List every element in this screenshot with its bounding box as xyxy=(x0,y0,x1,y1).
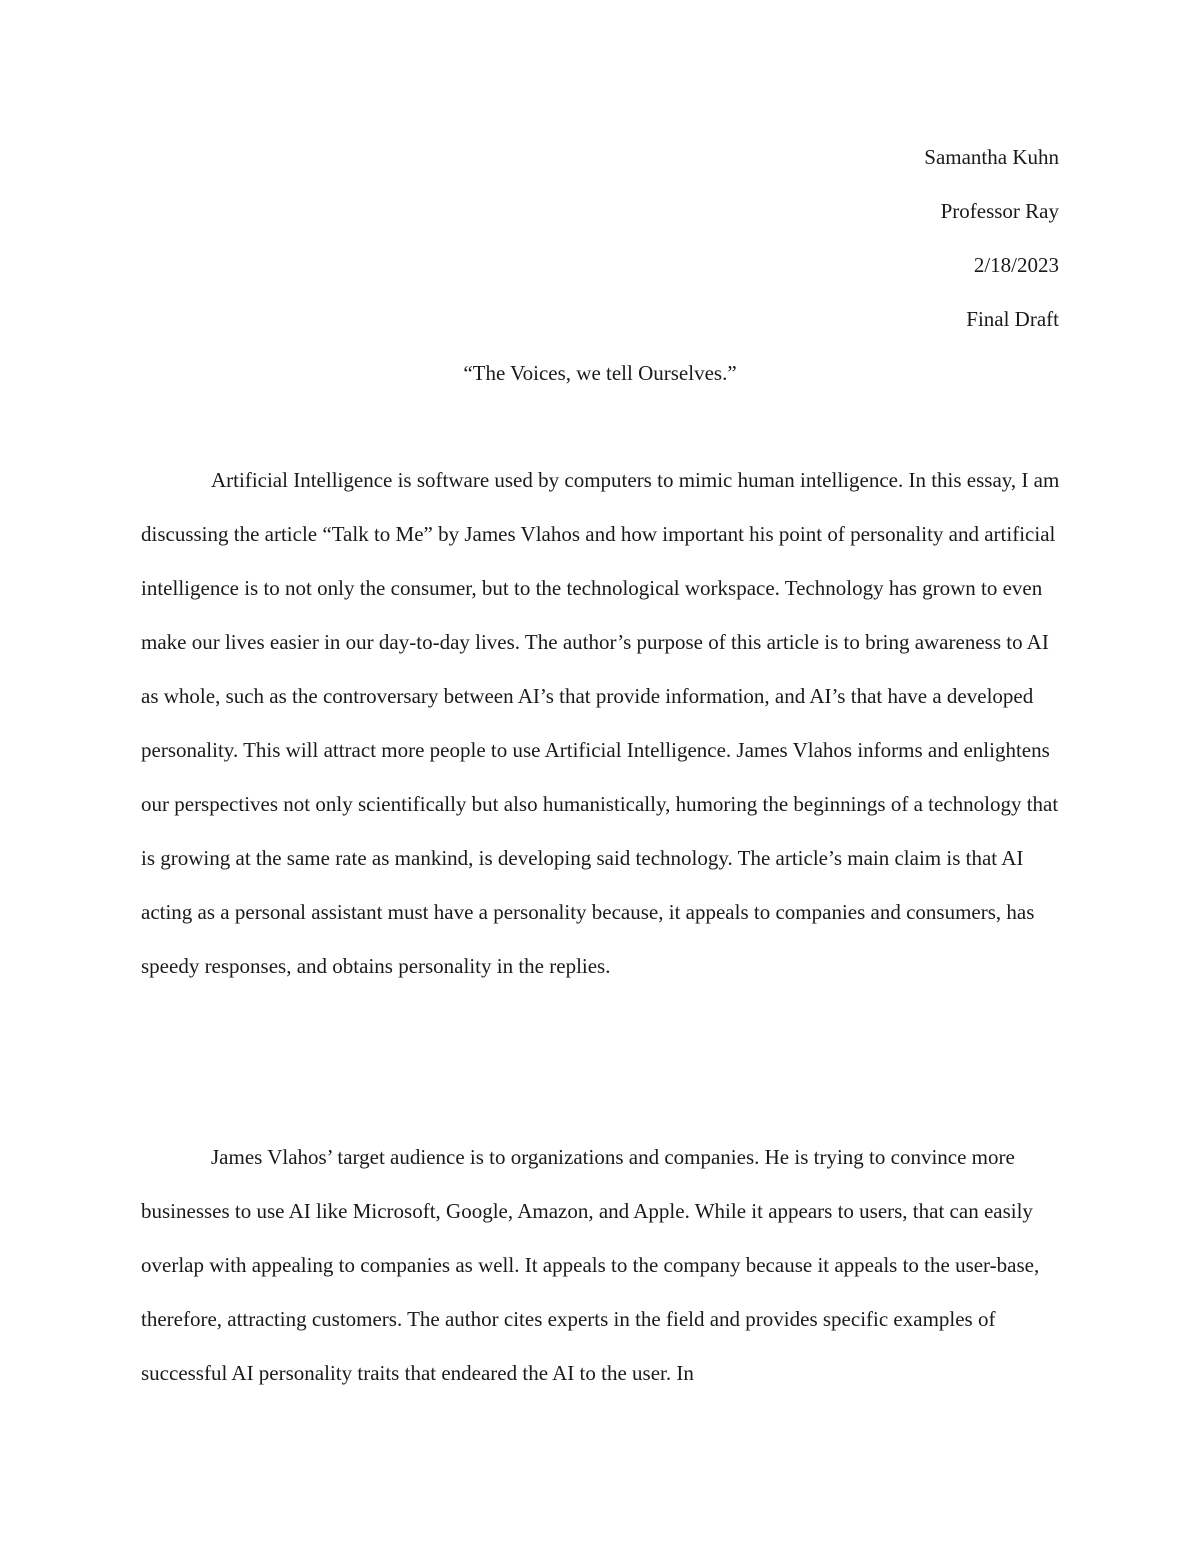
essay-title: “The Voices, we tell Ourselves.” xyxy=(463,361,737,385)
body-paragraph-1: Artificial Intelligence is software used by computers to mimic human intelligence. In this essay, I am discussing the article “Talk to Me” by James Vlahos and how important his point of personality and artificial intelligence is to not only the consumer, but to the technological workspace. Technology has grown to even make our lives easier in our day-to-day lives. The author’s purpose of this article is to bring awareness to AI as whole, such as the controversary between AI’s that provide information, and AI’s that have a developed personality. This will attract more people to use Artificial Intelligence. James Vlahos informs and enlightens our perspectives not only scientifically but also humanistically, humoring the beginnings of a technology that is growing at the same rate as mankind, is developing said technology. The article’s main claim is that AI acting as a personal assistant must have a personality because, it appeals to companies and consumers, has speedy responses, and obtains personality in the replies. xyxy=(141,468,1060,978)
essay-date: 2/18/2023 xyxy=(973,253,1059,277)
professor-name: Professor Ray xyxy=(940,199,1059,223)
author-name: Samantha Kuhn xyxy=(924,145,1059,169)
mla-header xyxy=(924,140,1059,356)
body-paragraph-2: James Vlahos’ target audience is to organizations and companies. He is trying to convince more businesses to use AI like Microsoft, Google, Amazon, and Apple. While it appears to users, that can easily overlap with appealing to companies as well. It appeals to the company because it appeals to the user-base, therefore, attracting customers. The author cites experts in the field and provides specific examples of successful AI personality traits that endeared the AI to the user. In xyxy=(141,1145,1040,1385)
draft-label: Final Draft xyxy=(966,307,1059,331)
